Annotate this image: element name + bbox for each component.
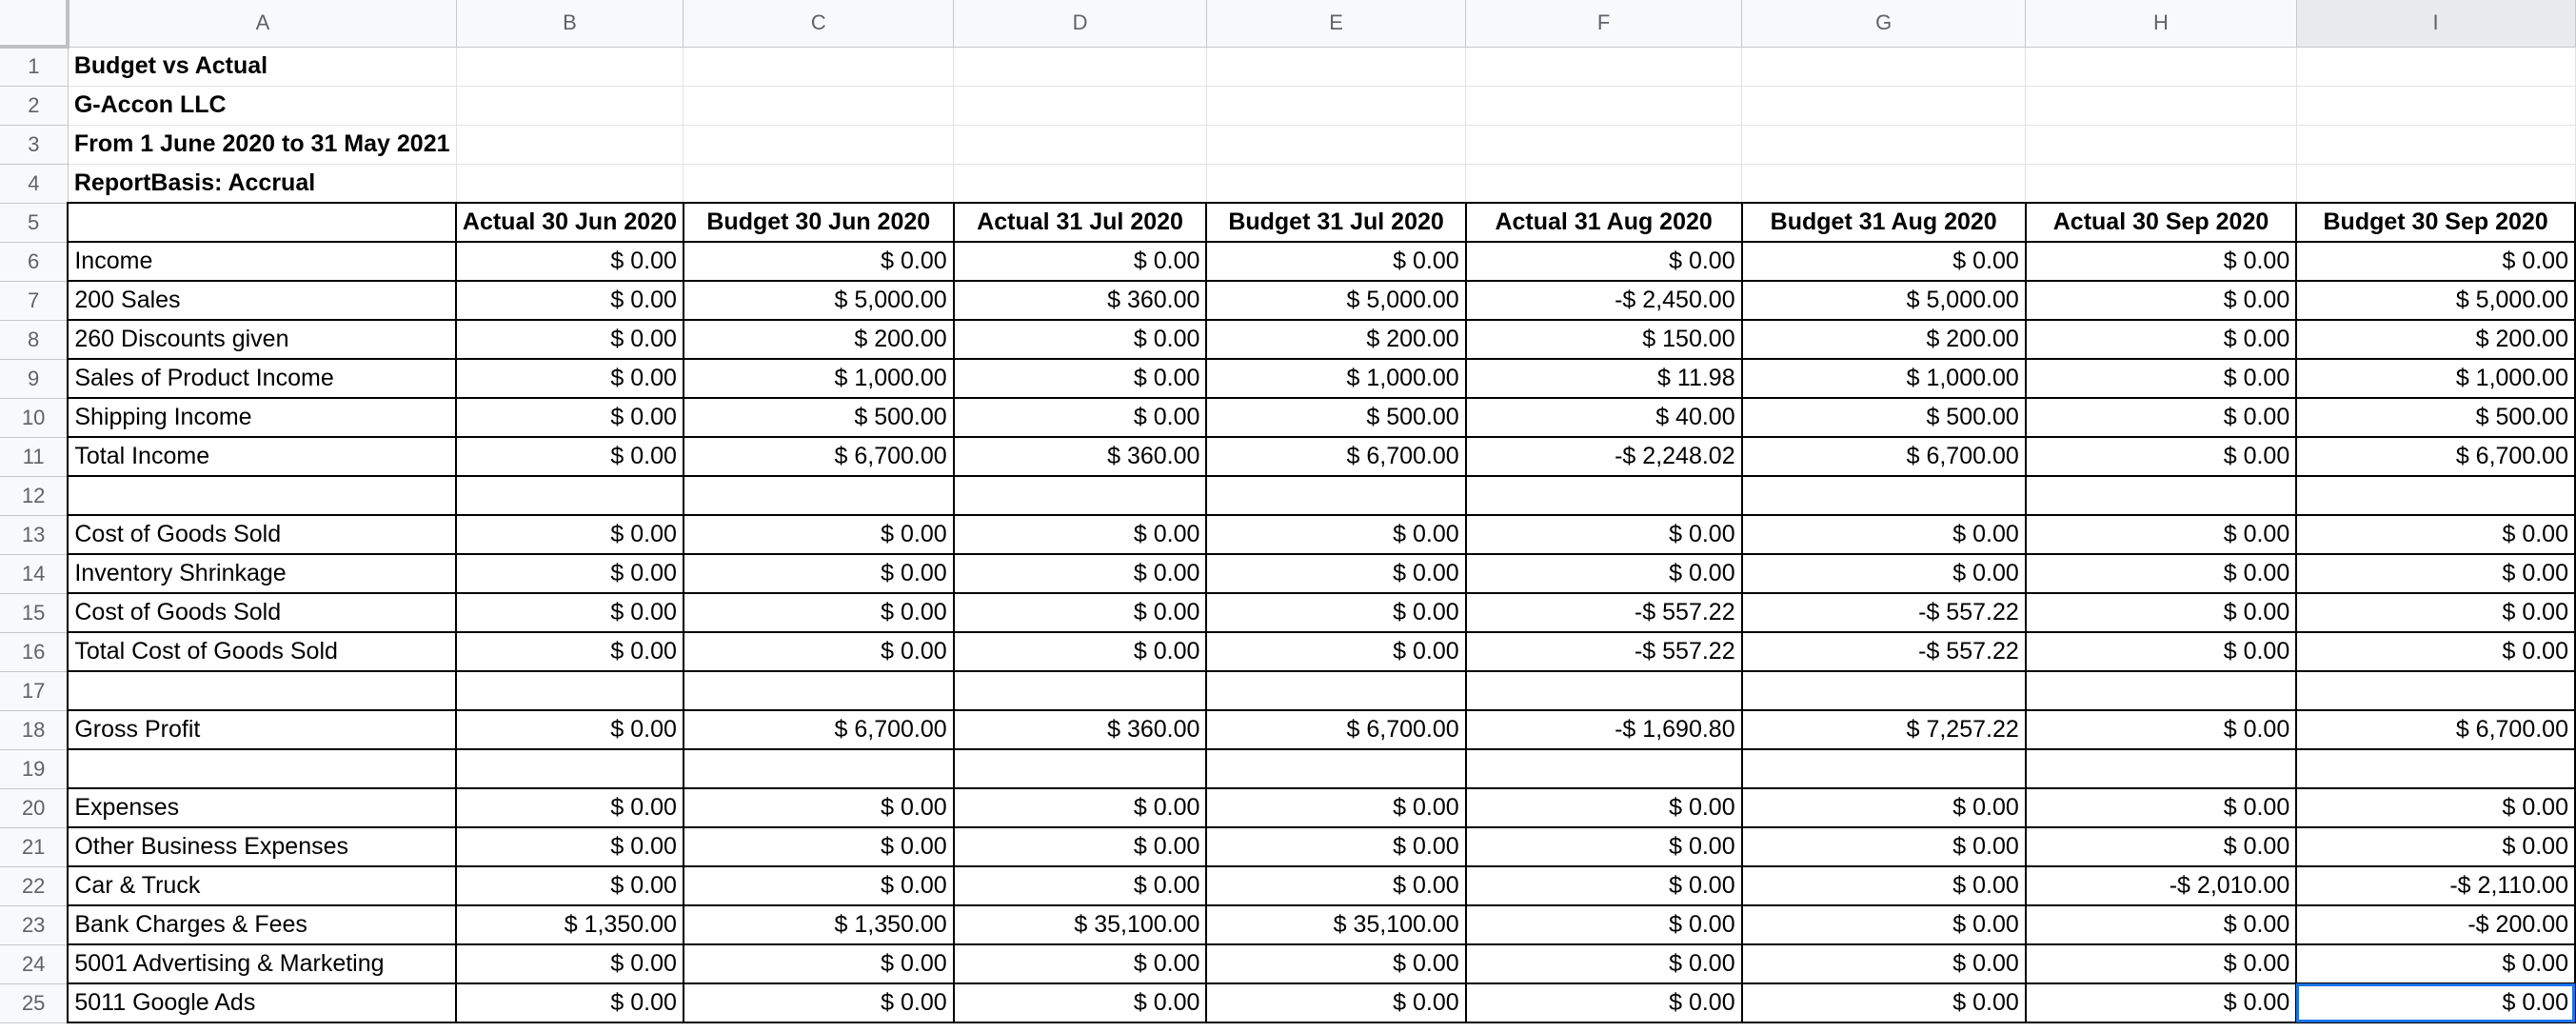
account-label-cell[interactable]: 5001 Advertising & Marketing bbox=[68, 944, 456, 983]
amount-cell[interactable]: $ 0.00 bbox=[2026, 983, 2296, 1022]
amount-cell[interactable]: $ 0.00 bbox=[1742, 827, 2026, 866]
table-row bbox=[0, 476, 2575, 515]
period-header-cell[interactable]: Actual 31 Jul 2020 bbox=[954, 203, 1207, 242]
amount-cell[interactable]: $ 6,700.00 bbox=[684, 437, 954, 476]
amount-cell[interactable] bbox=[2296, 671, 2575, 710]
column-titles-row bbox=[0, 203, 2575, 242]
amount-cell[interactable]: -$ 1,690.80 bbox=[1466, 710, 1742, 749]
amount-cell[interactable]: $ 0.00 bbox=[1742, 983, 2026, 1022]
amount-cell[interactable]: $ 0.00 bbox=[2026, 242, 2296, 281]
table-row bbox=[0, 944, 2575, 983]
amount-cell[interactable]: $ 500.00 bbox=[1742, 398, 2026, 437]
column-header-e[interactable]: E bbox=[1206, 0, 1465, 47]
amount-cell[interactable]: $ 360.00 bbox=[954, 710, 1207, 749]
table-row bbox=[0, 554, 2575, 593]
empty-cell[interactable] bbox=[954, 164, 1207, 203]
amount-cell[interactable]: $ 0.00 bbox=[954, 359, 1207, 398]
amount-cell[interactable]: $ 0.00 bbox=[456, 944, 684, 983]
amount-cell[interactable] bbox=[684, 476, 954, 515]
amount-cell[interactable]: $ 0.00 bbox=[2296, 554, 2575, 593]
account-label-cell[interactable]: 260 Discounts given bbox=[68, 320, 456, 359]
period-header-cell[interactable]: Budget 31 Aug 2020 bbox=[1742, 203, 2026, 242]
amount-cell[interactable]: $ 0.00 bbox=[954, 320, 1207, 359]
amount-cell[interactable]: $ 0.00 bbox=[2026, 944, 2296, 983]
amount-cell[interactable]: $ 0.00 bbox=[456, 983, 684, 1022]
amount-cell[interactable]: $ 0.00 bbox=[684, 983, 954, 1022]
amount-cell[interactable]: $ 0.00 bbox=[456, 359, 684, 398]
amount-cell[interactable]: -$ 2,010.00 bbox=[2026, 866, 2296, 905]
amount-cell[interactable]: $ 6,700.00 bbox=[1742, 437, 2026, 476]
amount-cell[interactable]: $ 0.00 bbox=[2296, 515, 2575, 554]
amount-cell[interactable]: $ 0.00 bbox=[1742, 242, 2026, 281]
amount-cell[interactable] bbox=[954, 749, 1207, 788]
amount-cell[interactable]: $ 0.00 bbox=[1206, 983, 1465, 1022]
column-header-row bbox=[0, 0, 2575, 47]
amount-cell[interactable] bbox=[456, 671, 684, 710]
row-header[interactable]: 12 bbox=[0, 476, 68, 515]
empty-cell[interactable] bbox=[456, 125, 684, 164]
amount-cell[interactable] bbox=[456, 476, 684, 515]
table-row bbox=[0, 515, 2575, 554]
amount-cell[interactable]: $ 0.00 bbox=[1466, 788, 1742, 827]
sheet-row bbox=[0, 47, 2575, 86]
amount-cell[interactable]: $ 0.00 bbox=[1742, 554, 2026, 593]
amount-cell[interactable]: $ 200.00 bbox=[1206, 320, 1465, 359]
empty-cell[interactable] bbox=[456, 47, 684, 86]
amount-cell[interactable]: $ 200.00 bbox=[2296, 320, 2575, 359]
row-header[interactable]: 1 bbox=[0, 47, 68, 86]
row-header[interactable]: 11 bbox=[0, 437, 68, 476]
amount-cell[interactable]: $ 0.00 bbox=[1206, 866, 1465, 905]
table-row bbox=[0, 593, 2575, 632]
account-label-cell[interactable]: Total Income bbox=[68, 437, 456, 476]
sheet-row bbox=[0, 86, 2575, 125]
amount-cell[interactable] bbox=[1466, 671, 1742, 710]
empty-cell[interactable] bbox=[1466, 164, 1742, 203]
row-header[interactable]: 17 bbox=[0, 671, 68, 710]
amount-cell[interactable]: $ 0.00 bbox=[1466, 827, 1742, 866]
account-label-cell[interactable] bbox=[68, 476, 456, 515]
amount-cell[interactable]: $ 0.00 bbox=[456, 320, 684, 359]
amount-cell[interactable]: $ 0.00 bbox=[684, 554, 954, 593]
amount-cell[interactable]: $ 0.00 bbox=[2296, 632, 2575, 671]
period-header-cell[interactable]: Actual 30 Sep 2020 bbox=[2026, 203, 2296, 242]
column-header-f[interactable]: F bbox=[1466, 0, 1742, 47]
period-header-cell[interactable]: Budget 30 Jun 2020 bbox=[684, 203, 954, 242]
row-header[interactable]: 9 bbox=[0, 359, 68, 398]
account-label-cell[interactable]: Bank Charges & Fees bbox=[68, 905, 456, 944]
amount-cell[interactable]: $ 35,100.00 bbox=[954, 905, 1207, 944]
amount-cell[interactable]: $ 0.00 bbox=[456, 827, 684, 866]
row-header[interactable]: 21 bbox=[0, 827, 68, 866]
sheet-row bbox=[0, 125, 2575, 164]
amount-cell[interactable] bbox=[1466, 749, 1742, 788]
account-label-cell[interactable]: Inventory Shrinkage bbox=[68, 554, 456, 593]
empty-cell[interactable] bbox=[2296, 125, 2575, 164]
amount-cell[interactable]: $ 1,000.00 bbox=[2296, 359, 2575, 398]
amount-cell[interactable]: $ 0.00 bbox=[954, 983, 1207, 1022]
amount-cell[interactable] bbox=[2026, 749, 2296, 788]
report-title-cell[interactable]: Budget vs Actual bbox=[68, 47, 456, 86]
account-label-cell[interactable]: 200 Sales bbox=[68, 281, 456, 320]
empty-cell[interactable] bbox=[954, 47, 1207, 86]
amount-cell[interactable]: $ 0.00 bbox=[684, 242, 954, 281]
amount-cell[interactable]: $ 0.00 bbox=[456, 710, 684, 749]
amount-cell[interactable]: $ 500.00 bbox=[2296, 398, 2575, 437]
amount-cell[interactable]: $ 500.00 bbox=[1206, 398, 1465, 437]
amount-cell[interactable]: $ 1,350.00 bbox=[684, 905, 954, 944]
amount-cell[interactable]: $ 0.00 bbox=[2026, 437, 2296, 476]
amount-cell[interactable]: $ 0.00 bbox=[1466, 554, 1742, 593]
amount-cell[interactable]: -$ 557.22 bbox=[1742, 632, 2026, 671]
amount-cell[interactable] bbox=[456, 749, 684, 788]
row-header[interactable]: 10 bbox=[0, 398, 68, 437]
row-header[interactable]: 16 bbox=[0, 632, 68, 671]
amount-cell[interactable]: $ 0.00 bbox=[456, 632, 684, 671]
amount-cell[interactable]: $ 0.00 bbox=[1466, 983, 1742, 1022]
empty-cell[interactable] bbox=[1742, 125, 2026, 164]
amount-cell[interactable]: $ 0.00 bbox=[2026, 398, 2296, 437]
amount-cell[interactable]: $ 0.00 bbox=[1466, 905, 1742, 944]
amount-cell[interactable]: $ 6,700.00 bbox=[1206, 437, 1465, 476]
amount-cell[interactable] bbox=[1466, 476, 1742, 515]
amount-cell[interactable]: $ 5,000.00 bbox=[684, 281, 954, 320]
table-row bbox=[0, 905, 2575, 944]
amount-cell[interactable]: $ 0.00 bbox=[684, 515, 954, 554]
empty-cell[interactable] bbox=[1206, 86, 1465, 125]
column-header-h[interactable]: H bbox=[2026, 0, 2296, 47]
account-label-cell[interactable]: Cost of Goods Sold bbox=[68, 515, 456, 554]
amount-cell[interactable]: $ 40.00 bbox=[1466, 398, 1742, 437]
amount-cell[interactable]: $ 0.00 bbox=[954, 398, 1207, 437]
amount-cell[interactable]: $ 0.00 bbox=[2026, 788, 2296, 827]
empty-cell[interactable] bbox=[954, 125, 1207, 164]
amount-cell[interactable]: $ 5,000.00 bbox=[1206, 281, 1465, 320]
amount-cell[interactable]: $ 0.00 bbox=[954, 866, 1207, 905]
amount-cell[interactable]: $ 0.00 bbox=[2026, 710, 2296, 749]
table-row bbox=[0, 437, 2575, 476]
row-header[interactable]: 4 bbox=[0, 164, 68, 203]
row-header[interactable]: 5 bbox=[0, 203, 68, 242]
select-all-corner[interactable] bbox=[0, 0, 68, 47]
amount-cell[interactable]: $ 0.00 bbox=[954, 632, 1207, 671]
amount-cell[interactable]: -$ 557.22 bbox=[1742, 593, 2026, 632]
row-header[interactable]: 18 bbox=[0, 710, 68, 749]
amount-cell[interactable]: $ 0.00 bbox=[1466, 944, 1742, 983]
row-header[interactable]: 6 bbox=[0, 242, 68, 281]
column-header-d[interactable]: D bbox=[954, 0, 1207, 47]
amount-cell[interactable] bbox=[1206, 476, 1465, 515]
empty-cell[interactable] bbox=[1206, 164, 1465, 203]
amount-cell[interactable] bbox=[2296, 476, 2575, 515]
empty-cell[interactable] bbox=[2026, 125, 2296, 164]
account-label-cell[interactable]: Car & Truck bbox=[68, 866, 456, 905]
amount-cell[interactable]: $ 6,700.00 bbox=[1206, 710, 1465, 749]
amount-cell[interactable]: -$ 200.00 bbox=[2296, 905, 2575, 944]
amount-cell[interactable]: -$ 557.22 bbox=[1466, 632, 1742, 671]
amount-cell[interactable]: $ 1,000.00 bbox=[1742, 359, 2026, 398]
column-header-a[interactable]: A bbox=[68, 0, 456, 47]
amount-cell[interactable]: $ 0.00 bbox=[2296, 827, 2575, 866]
row-header[interactable]: 22 bbox=[0, 866, 68, 905]
amount-cell[interactable] bbox=[1206, 749, 1465, 788]
amount-cell[interactable]: $ 6,700.00 bbox=[684, 710, 954, 749]
amount-cell[interactable]: -$ 2,450.00 bbox=[1466, 281, 1742, 320]
column-header-b[interactable]: B bbox=[456, 0, 684, 47]
amount-cell[interactable] bbox=[684, 671, 954, 710]
row-header[interactable]: 3 bbox=[0, 125, 68, 164]
amount-cell[interactable]: $ 150.00 bbox=[1466, 320, 1742, 359]
period-header-cell[interactable]: Actual 31 Aug 2020 bbox=[1466, 203, 1742, 242]
amount-cell[interactable]: $ 0.00 bbox=[456, 788, 684, 827]
amount-cell[interactable]: $ 0.00 bbox=[456, 437, 684, 476]
empty-cell[interactable] bbox=[68, 203, 456, 242]
row-header[interactable]: 23 bbox=[0, 905, 68, 944]
amount-cell[interactable]: $ 0.00 bbox=[954, 515, 1207, 554]
report-title-cell[interactable]: G-Accon LLC bbox=[68, 86, 456, 125]
amount-cell[interactable]: $ 0.00 bbox=[1206, 554, 1465, 593]
amount-cell[interactable]: $ 5,000.00 bbox=[1742, 281, 2026, 320]
table-row bbox=[0, 827, 2575, 866]
empty-cell[interactable] bbox=[2296, 164, 2575, 203]
account-label-cell[interactable]: Shipping Income bbox=[68, 398, 456, 437]
amount-cell[interactable]: $ 0.00 bbox=[456, 554, 684, 593]
table-row bbox=[0, 281, 2575, 320]
row-header[interactable]: 19 bbox=[0, 749, 68, 788]
empty-cell[interactable] bbox=[1742, 164, 2026, 203]
amount-cell[interactable]: $ 0.00 bbox=[1206, 788, 1465, 827]
amount-cell[interactable]: $ 0.00 bbox=[1742, 515, 2026, 554]
table-row bbox=[0, 242, 2575, 281]
amount-cell[interactable]: $ 0.00 bbox=[1206, 944, 1465, 983]
account-label-cell[interactable]: Income bbox=[68, 242, 456, 281]
account-label-cell[interactable] bbox=[68, 671, 456, 710]
empty-cell[interactable] bbox=[2296, 86, 2575, 125]
amount-cell[interactable] bbox=[1742, 749, 2026, 788]
amount-cell[interactable]: $ 0.00 bbox=[684, 593, 954, 632]
amount-cell[interactable]: $ 0.00 bbox=[456, 398, 684, 437]
empty-cell[interactable] bbox=[684, 164, 954, 203]
amount-cell[interactable]: $ 0.00 bbox=[954, 788, 1207, 827]
amount-cell[interactable]: $ 0.00 bbox=[1466, 515, 1742, 554]
amount-cell[interactable] bbox=[2026, 476, 2296, 515]
amount-cell[interactable]: $ 1,000.00 bbox=[1206, 359, 1465, 398]
amount-cell[interactable]: $ 0.00 bbox=[684, 788, 954, 827]
period-header-cell[interactable]: Budget 31 Jul 2020 bbox=[1206, 203, 1465, 242]
amount-cell[interactable]: $ 1,350.00 bbox=[456, 905, 684, 944]
empty-cell[interactable] bbox=[456, 86, 684, 125]
empty-cell[interactable] bbox=[1466, 86, 1742, 125]
amount-cell[interactable]: $ 0.00 bbox=[954, 944, 1207, 983]
amount-cell[interactable]: $ 11.98 bbox=[1466, 359, 1742, 398]
table-row bbox=[0, 866, 2575, 905]
empty-cell[interactable] bbox=[1466, 47, 1742, 86]
amount-cell[interactable]: -$ 2,110.00 bbox=[2296, 866, 2575, 905]
amount-cell[interactable]: $ 0.00 bbox=[2296, 242, 2575, 281]
column-header-i[interactable]: I bbox=[2296, 0, 2575, 47]
amount-cell[interactable]: $ 0.00 bbox=[684, 866, 954, 905]
amount-cell[interactable] bbox=[2296, 749, 2575, 788]
amount-cell[interactable]: $ 0.00 bbox=[456, 515, 684, 554]
amount-cell[interactable]: $ 360.00 bbox=[954, 281, 1207, 320]
amount-cell[interactable]: $ 0.00 bbox=[684, 944, 954, 983]
empty-cell[interactable] bbox=[684, 47, 954, 86]
amount-cell[interactable]: $ 0.00 bbox=[2296, 593, 2575, 632]
empty-cell[interactable] bbox=[2296, 47, 2575, 86]
row-header[interactable]: 14 bbox=[0, 554, 68, 593]
amount-cell[interactable] bbox=[1206, 671, 1465, 710]
amount-cell[interactable] bbox=[2026, 671, 2296, 710]
amount-cell[interactable]: $ 0.00 bbox=[2296, 944, 2575, 983]
amount-cell[interactable]: $ 0.00 bbox=[1742, 944, 2026, 983]
row-header[interactable]: 25 bbox=[0, 983, 68, 1022]
row-header[interactable]: 13 bbox=[0, 515, 68, 554]
table-row bbox=[0, 983, 2575, 1022]
amount-cell[interactable] bbox=[684, 749, 954, 788]
account-label-cell[interactable]: Cost of Goods Sold bbox=[68, 593, 456, 632]
row-header[interactable]: 15 bbox=[0, 593, 68, 632]
amount-cell[interactable]: $ 0.00 bbox=[1466, 866, 1742, 905]
account-label-cell[interactable]: Sales of Product Income bbox=[68, 359, 456, 398]
amount-cell[interactable]: $ 0.00 bbox=[2026, 632, 2296, 671]
amount-cell[interactable]: $ 0.00 bbox=[456, 593, 684, 632]
amount-cell[interactable]: $ 0.00 bbox=[456, 242, 684, 281]
table-row bbox=[0, 749, 2575, 788]
empty-cell[interactable] bbox=[1742, 86, 2026, 125]
table-row bbox=[0, 359, 2575, 398]
amount-cell[interactable]: $ 200.00 bbox=[684, 320, 954, 359]
amount-cell[interactable]: $ 5,000.00 bbox=[2296, 281, 2575, 320]
row-header[interactable]: 8 bbox=[0, 320, 68, 359]
amount-cell[interactable]: -$ 557.22 bbox=[1466, 593, 1742, 632]
row-header[interactable]: 2 bbox=[0, 86, 68, 125]
amount-cell[interactable]: $ 0.00 bbox=[954, 554, 1207, 593]
table-row bbox=[0, 671, 2575, 710]
empty-cell[interactable] bbox=[684, 86, 954, 125]
row-header[interactable]: 20 bbox=[0, 788, 68, 827]
table-row bbox=[0, 788, 2575, 827]
amount-cell[interactable]: $ 0.00 bbox=[684, 632, 954, 671]
amount-cell[interactable]: $ 0.00 bbox=[954, 242, 1207, 281]
amount-cell[interactable]: $ 0.00 bbox=[1742, 866, 2026, 905]
amount-cell[interactable]: $ 0.00 bbox=[1206, 515, 1465, 554]
empty-cell[interactable] bbox=[1466, 125, 1742, 164]
amount-cell[interactable]: $ 0.00 bbox=[1742, 788, 2026, 827]
amount-cell[interactable]: $ 0.00 bbox=[2026, 515, 2296, 554]
amount-cell[interactable]: $ 0.00 bbox=[2026, 554, 2296, 593]
amount-cell[interactable]: $ 0.00 bbox=[2026, 359, 2296, 398]
amount-cell[interactable]: $ 1,000.00 bbox=[684, 359, 954, 398]
account-label-cell[interactable] bbox=[68, 749, 456, 788]
amount-cell[interactable]: $ 0.00 bbox=[1206, 242, 1465, 281]
amount-cell[interactable]: $ 0.00 bbox=[2296, 788, 2575, 827]
column-header-c[interactable]: C bbox=[684, 0, 954, 47]
amount-cell[interactable]: $ 0.00 bbox=[2026, 905, 2296, 944]
table-row bbox=[0, 398, 2575, 437]
amount-cell[interactable]: $ 6,700.00 bbox=[2296, 710, 2575, 749]
table-row bbox=[0, 632, 2575, 671]
amount-cell[interactable]: $ 7,257.22 bbox=[1742, 710, 2026, 749]
amount-cell[interactable]: $ 0.00 bbox=[2296, 983, 2575, 1022]
empty-cell[interactable] bbox=[2026, 47, 2296, 86]
empty-cell[interactable] bbox=[1742, 47, 2026, 86]
amount-cell[interactable] bbox=[1742, 476, 2026, 515]
column-header-g[interactable]: G bbox=[1742, 0, 2026, 47]
period-header-cell[interactable]: Budget 30 Sep 2020 bbox=[2296, 203, 2575, 242]
amount-cell[interactable]: $ 0.00 bbox=[2026, 593, 2296, 632]
amount-cell[interactable]: $ 35,100.00 bbox=[1206, 905, 1465, 944]
empty-cell[interactable] bbox=[456, 164, 684, 203]
amount-cell[interactable]: $ 0.00 bbox=[684, 827, 954, 866]
amount-cell[interactable]: $ 0.00 bbox=[2026, 281, 2296, 320]
row-header[interactable]: 7 bbox=[0, 281, 68, 320]
table-row bbox=[0, 710, 2575, 749]
report-title-cell[interactable]: From 1 June 2020 to 31 May 2021 bbox=[68, 125, 456, 164]
amount-cell[interactable] bbox=[1742, 671, 2026, 710]
amount-cell[interactable]: -$ 2,248.02 bbox=[1466, 437, 1742, 476]
amount-cell[interactable]: $ 0.00 bbox=[2026, 827, 2296, 866]
amount-cell[interactable] bbox=[954, 671, 1207, 710]
account-label-cell[interactable]: Total Cost of Goods Sold bbox=[68, 632, 456, 671]
amount-cell[interactable]: $ 0.00 bbox=[2026, 320, 2296, 359]
amount-cell[interactable]: $ 0.00 bbox=[1466, 242, 1742, 281]
amount-cell[interactable] bbox=[954, 476, 1207, 515]
account-label-cell[interactable]: Other Business Expenses bbox=[68, 827, 456, 866]
amount-cell[interactable]: $ 200.00 bbox=[1742, 320, 2026, 359]
period-header-cell[interactable]: Actual 30 Jun 2020 bbox=[456, 203, 684, 242]
account-label-cell[interactable]: Expenses bbox=[68, 788, 456, 827]
amount-cell[interactable]: $ 0.00 bbox=[954, 593, 1207, 632]
amount-cell[interactable]: $ 0.00 bbox=[1206, 632, 1465, 671]
sheet-row bbox=[0, 164, 2575, 203]
amount-cell[interactable]: $ 0.00 bbox=[954, 827, 1207, 866]
empty-cell[interactable] bbox=[684, 125, 954, 164]
table-row bbox=[0, 320, 2575, 359]
empty-cell[interactable] bbox=[2026, 86, 2296, 125]
report-title-cell[interactable]: ReportBasis: Accrual bbox=[68, 164, 456, 203]
amount-cell[interactable]: $ 0.00 bbox=[456, 866, 684, 905]
empty-cell[interactable] bbox=[1206, 125, 1465, 164]
amount-cell[interactable]: $ 360.00 bbox=[954, 437, 1207, 476]
account-label-cell[interactable]: 5011 Google Ads bbox=[68, 983, 456, 1022]
amount-cell[interactable]: $ 6,700.00 bbox=[2296, 437, 2575, 476]
amount-cell[interactable]: $ 0.00 bbox=[1206, 827, 1465, 866]
empty-cell[interactable] bbox=[2026, 164, 2296, 203]
empty-cell[interactable] bbox=[1206, 47, 1465, 86]
amount-cell[interactable]: $ 0.00 bbox=[456, 281, 684, 320]
amount-cell[interactable]: $ 500.00 bbox=[684, 398, 954, 437]
empty-cell[interactable] bbox=[954, 86, 1207, 125]
row-header[interactable]: 24 bbox=[0, 944, 68, 983]
account-label-cell[interactable]: Gross Profit bbox=[68, 710, 456, 749]
amount-cell[interactable]: $ 0.00 bbox=[1742, 905, 2026, 944]
amount-cell[interactable]: $ 0.00 bbox=[1206, 593, 1465, 632]
